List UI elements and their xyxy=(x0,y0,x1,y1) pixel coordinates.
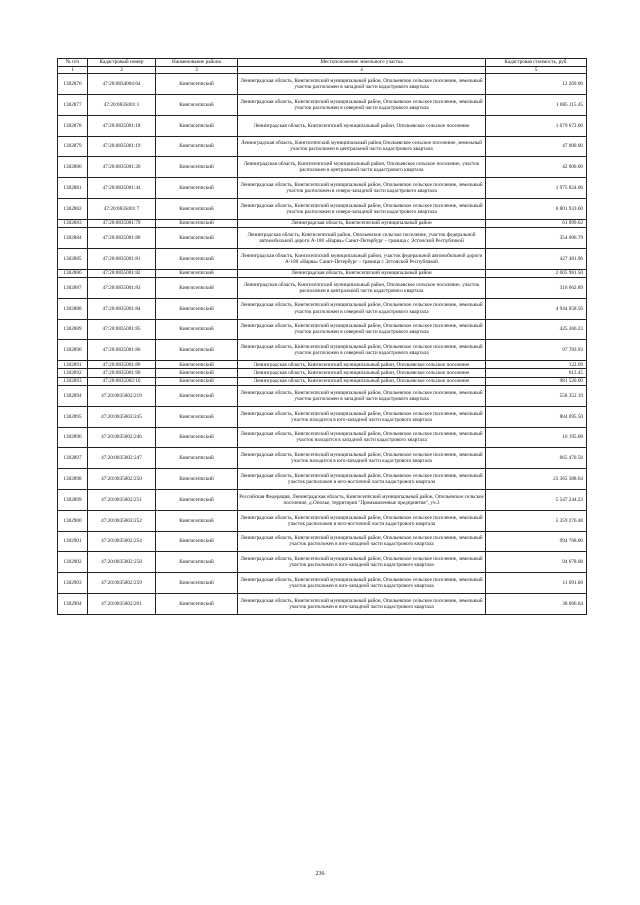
cadastral-table-container xyxy=(57,58,586,615)
cadastral-cost-cell: 6 801 933.60 xyxy=(486,198,587,219)
cadastral-cost-cell: 558 352.19 xyxy=(486,386,587,407)
header-row-number: № п/п xyxy=(58,59,88,67)
district-cell: Кингисеппский xyxy=(156,277,238,298)
cadastral-value-table xyxy=(57,58,587,615)
column-number-row xyxy=(58,67,587,74)
location-cell: Ленинградская область, Кингисеппский муниципальный район, Опольевское сельское поселение, земельный участок расположен в юго-западной части кадастрового квартала xyxy=(238,552,486,573)
location-cell: Ленинградская область, Кингисеппский муниципальный район, Опольевское сельское поселение, земельный участок расположен в юго-восточной части кадастрового квартала xyxy=(238,469,486,490)
row-number-cell: 1302891 xyxy=(58,361,88,369)
page-number: 236 xyxy=(315,871,325,877)
table-row xyxy=(58,115,587,136)
table-row xyxy=(58,386,587,407)
table-row xyxy=(58,369,587,377)
location-cell: Ленинградская область, Кингисеппский муниципальный район, Опольевское сельское поселение, земельный участок расположен в западной части кадастрового квартала xyxy=(238,386,486,407)
row-number-cell: 1302885 xyxy=(58,248,88,269)
location-cell: Ленинградская область, Кингисеппский муниципальный район, участок федеральной автомобильной дороги А-180 «Нарва» Санкт-Петербург – граница с Эстонской Республикой xyxy=(238,248,486,269)
cadastral-number-cell: 47:20:0835002:245 xyxy=(88,406,156,427)
row-number-cell: 1302894 xyxy=(58,386,88,407)
cadastral-number-cell: 47:20:0835002:254 xyxy=(88,531,156,552)
location-cell: Ленинградская область, Кингисеппский муниципальный район, Опольевское сельское поселение, земельный участок расположен в северной части кадастрового квартала xyxy=(238,298,486,319)
district-cell: Кингисеппский xyxy=(156,510,238,531)
row-number-cell: 1302901 xyxy=(58,531,88,552)
district-cell: Кингисеппский xyxy=(156,531,238,552)
district-cell: Кингисеппский xyxy=(156,198,238,219)
row-number-cell: 1302893 xyxy=(58,377,88,385)
cadastral-cost-cell: 994 768.00 xyxy=(486,531,587,552)
district-cell: Кингисеппский xyxy=(156,219,238,227)
district-cell: Кингисеппский xyxy=(156,298,238,319)
table-row xyxy=(58,277,587,298)
cadastral-number-cell: 47:20:0835001:81 xyxy=(88,248,156,269)
table-row xyxy=(58,593,587,614)
row-number-cell: 1302892 xyxy=(58,369,88,377)
row-number-cell: 1302899 xyxy=(58,489,88,510)
location-cell: Ленинградская область, Кингисеппский муниципальный район, Опольевское сельское поселение, земельный участок находится в юго-западной части кадастрового квартала xyxy=(238,406,486,427)
district-cell: Кингисеппский xyxy=(156,386,238,407)
cadastral-number-cell: 47:20:0835001:84 xyxy=(88,298,156,319)
row-number-cell: 1302900 xyxy=(58,510,88,531)
location-cell: Ленинградская область, Кингисеппский муниципальный район, Опольевское сельское поселение, земельный участок расположен в юго-западной части кадастрового квартала xyxy=(238,573,486,594)
location-cell: Российская Федерация, Ленинградская область, Кингисеппский муниципальный район, Опольевское сельское поселение, д.Ополье, территория "Промышленные предприятия", уч.3 xyxy=(238,489,486,510)
row-number-cell: 1302895 xyxy=(58,406,88,427)
district-cell: Кингисеппский xyxy=(156,178,238,199)
district-cell: Кингисеппский xyxy=(156,115,238,136)
location-cell: Ленинградская область, Кингисеппский муниципальный район, Опольевское сельское поселение xyxy=(238,361,486,369)
district-cell: Кингисеппский xyxy=(156,406,238,427)
location-cell: Ленинградская область, Кингисеппский муниципальный район, Опольевское сельское поселение, земельный участок расположен в северо-западной части кадастрового квартала xyxy=(238,178,486,199)
cadastral-cost-cell: 354 606.79 xyxy=(486,228,587,249)
district-cell: Кингисеппский xyxy=(156,94,238,115)
location-cell: Ленинградская область, Кингисеппский муниципальный район xyxy=(238,219,486,227)
district-cell: Кингисеппский xyxy=(156,489,238,510)
row-number-cell: 1302886 xyxy=(58,269,88,277)
cadastral-cost-cell: 11 691.68 xyxy=(486,573,587,594)
row-number-cell: 1302876 xyxy=(58,74,88,95)
table-row xyxy=(58,94,587,115)
location-cell: Ленинградская область, Кингисеппский муниципальный район, Опольевское сельское поселение, земельный участок расположен в северо-западной части кадастрового квартала xyxy=(238,198,486,219)
district-cell: Кингисеппский xyxy=(156,361,238,369)
row-number-cell: 1302898 xyxy=(58,469,88,490)
table-row xyxy=(58,198,587,219)
row-number-cell: 1302883 xyxy=(58,219,88,227)
location-cell: Ленинградская область, Кингисеппский муниципальный район,Опольевское сельское поселение, земельный участок расположен в центральной части кадастрового квартала xyxy=(238,136,486,157)
district-cell: Кингисеппский xyxy=(156,593,238,614)
district-cell: Кингисеппский xyxy=(156,552,238,573)
cadastral-number-cell: 47:20:0835002:252 xyxy=(88,510,156,531)
location-cell: Ленинградская область, Кингисеппский муниципальный район, Опольевское сельское поселение, земельный участок расположен в юго-восточной части кадастрового квартала xyxy=(238,510,486,531)
cadastral-number-cell: 47:20:0835001:1 xyxy=(88,94,156,115)
location-cell: Ленинградская область, Кингисеппский муниципальный район, Опольевское сельское поселение xyxy=(238,115,486,136)
header-district-name: Наименование района xyxy=(156,59,238,67)
table-row xyxy=(58,74,587,95)
row-number-cell: 1302882 xyxy=(58,198,88,219)
location-cell: Ленинградская область, Кингисеппский муниципальный район, Опольевское сельское поселение, земельный участок находится в западной части кадастрового квартала xyxy=(238,427,486,448)
district-cell: Кингисеппский xyxy=(156,248,238,269)
cadastral-cost-cell: 5 547 244.23 xyxy=(486,489,587,510)
cadastral-cost-cell: 4 944 058.56 xyxy=(486,298,587,319)
location-cell: Ленинградская область, Кингисеппский муниципальный район, Опольевское сельское поселение xyxy=(238,377,486,385)
row-number-cell: 1302877 xyxy=(58,94,88,115)
table-row xyxy=(58,228,587,249)
row-number-cell: 1302887 xyxy=(58,277,88,298)
header-cadastral-cost: Кадастровая стоимость, руб. xyxy=(486,59,587,67)
table-row xyxy=(58,406,587,427)
cadastral-cost-cell: 1 975 824.00 xyxy=(486,178,587,199)
cadastral-cost-cell: 1 079 672.00 xyxy=(486,115,587,136)
row-number-cell: 1302881 xyxy=(58,178,88,199)
cadastral-cost-cell: 613.45 xyxy=(486,369,587,377)
location-cell: Ленинградская область, Кингисеппский муниципальный район, Опольевское сельское поселение, участок расположен в центральной части кадастрового квартала xyxy=(238,277,486,298)
cadastral-cost-cell: 23 365 388.64 xyxy=(486,469,587,490)
table-row xyxy=(58,319,587,340)
cadastral-cost-cell: 981 520.00 xyxy=(486,377,587,385)
location-cell: Ленинградская область, Кингисеппский муниципальный район, Опольевское сельское поселение, земельный участок расположен в юго-западной части кадастрового квартала xyxy=(238,531,486,552)
location-cell: Ленинградская область, Кингисеппский муниципальный район, Опольевское сельское поселение, земельный участок расположен в юго-западной части кадастрового квартала xyxy=(238,593,486,614)
row-number-cell: 1302878 xyxy=(58,115,88,136)
cadastral-number-cell: 47:20:0835001:86 xyxy=(88,340,156,361)
column-number: 2 xyxy=(88,67,156,74)
table-row xyxy=(58,340,587,361)
district-cell: Кингисеппский xyxy=(156,319,238,340)
location-cell: Ленинградская область, Кингисеппский район, Опольевское сельское поселение, участок федеральной автомобильной дороги А-180 «Нарва» Санкт-Петербург – граница с Эстонской Республикой xyxy=(238,228,486,249)
cadastral-number-cell: 47:20:0835001:85 xyxy=(88,319,156,340)
cadastral-number-cell: 47:20:0835001:20 xyxy=(88,157,156,178)
cadastral-cost-cell: 94 678.08 xyxy=(486,552,587,573)
cadastral-number-cell: 47:20:0834004:64 xyxy=(88,74,156,95)
column-number: 5 xyxy=(486,67,587,74)
row-number-cell: 1302879 xyxy=(58,136,88,157)
cadastral-cost-cell: 2 005 981.50 xyxy=(486,269,587,277)
cadastral-number-cell: 47:20:0835001:90 xyxy=(88,369,156,377)
cadastral-cost-cell: 316 662.89 xyxy=(486,277,587,298)
column-number: 3 xyxy=(156,67,238,74)
district-cell: Кингисеппский xyxy=(156,573,238,594)
table-row xyxy=(58,510,587,531)
location-cell: Ленинградская область, Кингисеппский муниципальный район, Опольевское сельское поселение, земельный участок расположен в северной части кадастрового квартала xyxy=(238,319,486,340)
cadastral-number-cell: 47:20:0835002:258 xyxy=(88,552,156,573)
table-row xyxy=(58,573,587,594)
row-number-cell: 1302889 xyxy=(58,319,88,340)
cadastral-cost-cell: 122.69 xyxy=(486,361,587,369)
cadastral-cost-cell: 47 000.00 xyxy=(486,136,587,157)
location-cell: Ленинградская область, Кингисеппский муниципальный район, Опольевское сельское поселение, земельный участок расположен в западной части кадастрового квартала xyxy=(238,74,486,95)
cadastral-number-cell: 47:20:0835002:246 xyxy=(88,427,156,448)
cadastral-cost-cell: 884 695.50 xyxy=(486,406,587,427)
table-row xyxy=(58,219,587,227)
row-number-cell: 1302896 xyxy=(58,427,88,448)
location-cell: Ленинградская область, Кингисеппский муниципальный район, Опольевское сельское поселение xyxy=(238,369,486,377)
district-cell: Кингисеппский xyxy=(156,269,238,277)
table-row xyxy=(58,489,587,510)
cadastral-cost-cell: 427 481.96 xyxy=(486,248,587,269)
row-number-cell: 1302890 xyxy=(58,340,88,361)
row-number-cell: 1302888 xyxy=(58,298,88,319)
district-cell: Кингисеппский xyxy=(156,340,238,361)
district-cell: Кингисеппский xyxy=(156,377,238,385)
table-row xyxy=(58,269,587,277)
cadastral-number-cell: 47:20:0835001:89 xyxy=(88,361,156,369)
cadastral-number-cell: 47:20:0835002:247 xyxy=(88,448,156,469)
location-cell: Ленинградская область, Кингисеппский муниципальный район, Опольевское сельское поселение, участок расположен в центральной части кадастрового квартала xyxy=(238,157,486,178)
row-number-cell: 1302904 xyxy=(58,593,88,614)
cadastral-cost-cell: 16 195.08 xyxy=(486,427,587,448)
table-row xyxy=(58,298,587,319)
table-header-row xyxy=(58,59,587,67)
header-cadastral-number: Кадастровый номер xyxy=(88,59,156,67)
cadastral-cost-cell: 61 099.62 xyxy=(486,219,587,227)
cadastral-number-cell: 47:20:0835002:259 xyxy=(88,573,156,594)
cadastral-cost-cell: 425 366.23 xyxy=(486,319,587,340)
cadastral-cost-cell: 42 000.00 xyxy=(486,157,587,178)
cadastral-number-cell: 47:20:0835002:10 xyxy=(88,377,156,385)
district-cell: Кингисеппский xyxy=(156,157,238,178)
row-number-cell: 1302902 xyxy=(58,552,88,573)
cadastral-number-cell: 47:20:0835002:219 xyxy=(88,386,156,407)
table-row xyxy=(58,531,587,552)
cadastral-number-cell: 47:20:0835001:83 xyxy=(88,277,156,298)
cadastral-number-cell: 47:20:0835001:44 xyxy=(88,178,156,199)
cadastral-number-cell: 47:20:0835002:250 xyxy=(88,469,156,490)
cadastral-cost-cell: 12 269.00 xyxy=(486,74,587,95)
cadastral-cost-cell: 5 359 276.48 xyxy=(486,510,587,531)
cadastral-number-cell: 47:20:0835001:7 xyxy=(88,198,156,219)
district-cell: Кингисеппский xyxy=(156,369,238,377)
district-cell: Кингисеппский xyxy=(156,228,238,249)
row-number-cell: 1302897 xyxy=(58,448,88,469)
table-row xyxy=(58,157,587,178)
cadastral-number-cell: 47:20:0835001:79 xyxy=(88,219,156,227)
table-row xyxy=(58,361,587,369)
cadastral-cost-cell: 665 470.56 xyxy=(486,448,587,469)
cadastral-cost-cell: 38 666.64 xyxy=(486,593,587,614)
cadastral-number-cell: 47:20:0835002:261 xyxy=(88,593,156,614)
table-row xyxy=(58,136,587,157)
cadastral-number-cell: 47:20:0835001:82 xyxy=(88,269,156,277)
location-cell: Ленинградская область, Кингисеппский муниципальный район xyxy=(238,269,486,277)
table-row xyxy=(58,377,587,385)
district-cell: Кингисеппский xyxy=(156,136,238,157)
table-row xyxy=(58,427,587,448)
row-number-cell: 1302903 xyxy=(58,573,88,594)
table-row xyxy=(58,552,587,573)
cadastral-cost-cell: 97 783.93 xyxy=(486,340,587,361)
district-cell: Кингисеппский xyxy=(156,469,238,490)
column-number: 1 xyxy=(58,67,88,74)
table-body xyxy=(58,74,587,615)
location-cell: Ленинградская область, Кингисеппский муниципальный район, Опольевское сельское поселение, земельный участок расположен в северной части кадастрового квартала xyxy=(238,340,486,361)
district-cell: Кингисеппский xyxy=(156,448,238,469)
location-cell: Ленинградская область, Кингисеппский муниципальный район, Опольевское сельское поселение, земельный участок находится в юго-западной части кадастрового квартала xyxy=(238,448,486,469)
cadastral-number-cell: 47:20:0835002:251 xyxy=(88,489,156,510)
district-cell: Кингисеппский xyxy=(156,427,238,448)
cadastral-number-cell: 47:20:0835001:80 xyxy=(88,228,156,249)
cadastral-number-cell: 47:20:0835001:18 xyxy=(88,115,156,136)
table-row xyxy=(58,469,587,490)
district-cell: Кингисеппский xyxy=(156,74,238,95)
location-cell: Ленинградская область, Кингисеппский муниципальный район, Опольевское сельское поселение, земельный участок расположен в северной части кадастрового квартала xyxy=(238,94,486,115)
table-row xyxy=(58,248,587,269)
row-number-cell: 1302884 xyxy=(58,228,88,249)
cadastral-number-cell: 47:20:0835001:19 xyxy=(88,136,156,157)
row-number-cell: 1302880 xyxy=(58,157,88,178)
table-row xyxy=(58,448,587,469)
header-location: Местоположение земельного участка xyxy=(238,59,486,67)
table-row xyxy=(58,178,587,199)
cadastral-cost-cell: 1 085 115.45 xyxy=(486,94,587,115)
column-number: 4 xyxy=(238,67,486,74)
